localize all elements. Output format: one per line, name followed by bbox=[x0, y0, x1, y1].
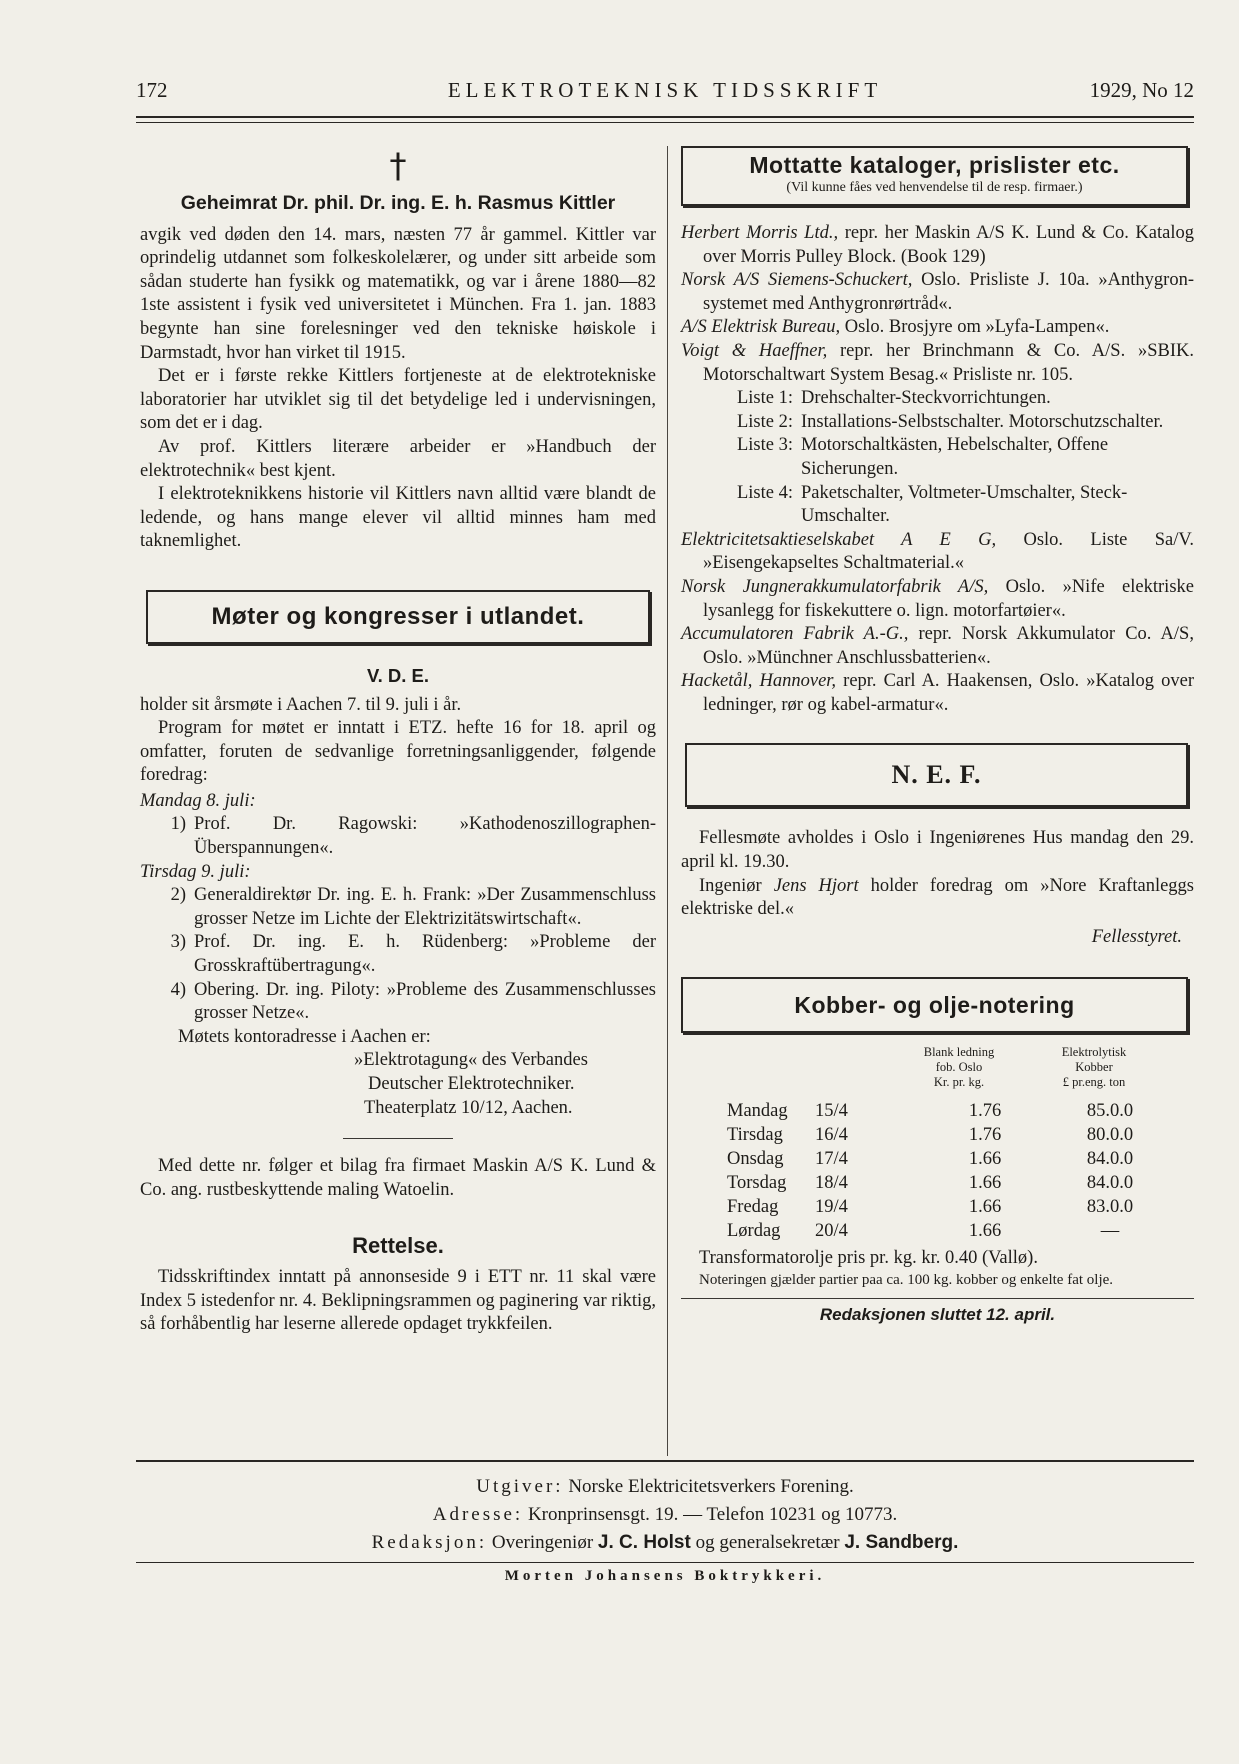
journal-title: ELEKTROTEKNISK TIDSSKRIFT bbox=[447, 78, 883, 102]
catalog-entry: Voigt & Haeffner, repr. her Brinchmann & Co. A/S. »SBIK. Motorschaltwart System Besag.« Prisliste nr. 105. bbox=[681, 340, 1194, 385]
left-column bbox=[140, 146, 656, 1337]
price-blank: 1.66 bbox=[968, 1148, 1002, 1169]
price-table-header bbox=[681, 1045, 1194, 1099]
price-elec: 84.0.0 bbox=[1086, 1172, 1134, 1193]
price-note: Noteringen gjælder partier paa ca. 100 kg. kobber og enkelte fat olje. bbox=[699, 1272, 1114, 1289]
catalogs-box-subtitle: (Vil kunne fåes ved henvendelse til de resp. firmaer.) bbox=[786, 180, 1083, 195]
day-heading: Tirsdag 9. juli: bbox=[140, 861, 251, 882]
obituary-paragraph: Det er i første rekke Kittlers fortjeneste at de elektrotekniske laboratorier har utviklet sig til det betydelige led i undervisningen, som det er i dag. bbox=[140, 366, 656, 434]
talk-item: 1) Prof. Dr. Ragowski: »Kathodenoszillographen-Überspannungen«. bbox=[170, 814, 656, 859]
column-divider bbox=[667, 146, 668, 1456]
price-date: 15/4 bbox=[815, 1100, 848, 1121]
talk-item: 3) Prof. Dr. ing. E. h. Rüdenberg: »Probleme der Grosskraftübertragung«. bbox=[170, 932, 656, 977]
price-day: Mandag bbox=[727, 1100, 788, 1121]
footer-publisher: Utgiver: Norske Elektricitetsverkers Forening. bbox=[476, 1476, 854, 1497]
price-elec: 85.0.0 bbox=[1086, 1100, 1134, 1121]
talk-item: 2) Generaldirektør Dr. ing. E. h. Frank: »Der Zusammenschluss grosser Netze im Lichte der Elektrizitätswirtschaft«. bbox=[170, 885, 656, 929]
price-date: 20/4 bbox=[815, 1220, 848, 1241]
nef-box bbox=[685, 743, 1188, 807]
nef-notice: Fellesmøte avholdes i Oslo i Ingeniørenes Hus mandag den 29. april kl. 19.30. Ingeniør Jens Hjort holder foredrag om »Nore Kraftanleggs elektriske del.« Fellesstyret. bbox=[681, 827, 1194, 949]
price-elec: — bbox=[1100, 1220, 1120, 1241]
supplement-note: Med dette nr. følger et bilag fra firmaet Maskin A/S K. Lund & Co. ang. rustbeskyttende maling Watoelin. bbox=[140, 1156, 656, 1200]
right-column bbox=[681, 146, 1194, 1327]
price-blank: 1.66 bbox=[968, 1172, 1002, 1193]
day-heading: Mandag 8. juli: bbox=[140, 790, 256, 811]
price-list-item: Liste 3: Motorschaltkästen, Hebelschalter, Offene Sicherungen. bbox=[736, 435, 1109, 479]
footer bbox=[136, 1473, 1194, 1557]
catalogs-box bbox=[681, 146, 1188, 206]
obituary-heading: Geheimrat Dr. phil. Dr. ing. E. h. Rasmus Kittler bbox=[180, 192, 616, 214]
page-number: 172 bbox=[136, 78, 168, 102]
catalog-entry: Norsk Jungnerakkumulatorfabrik A/S, Oslo. »Nife elektriske lysanlegg for fiskekuttere o. lign. motorfartøier«. bbox=[681, 576, 1194, 621]
price-day: Onsdag bbox=[727, 1148, 784, 1169]
header-rule bbox=[136, 116, 1194, 123]
org-heading: V. D. E. bbox=[366, 664, 430, 686]
price-blank: 1.76 bbox=[968, 1124, 1002, 1145]
closing-rule bbox=[681, 1298, 1194, 1299]
price-table-body bbox=[727, 1099, 1175, 1243]
office-address-label: Møtets kontoradresse i Aachen er: bbox=[178, 1026, 431, 1047]
prices-box bbox=[681, 977, 1188, 1033]
nef-box-title: N. E. F. bbox=[891, 760, 982, 790]
price-row bbox=[727, 1171, 1175, 1195]
price-row bbox=[727, 1099, 1175, 1123]
price-row bbox=[727, 1147, 1175, 1171]
obituary-paragraph: avgik ved døden den 14. mars, næsten 77 år gammel. Kittler var oprindelig utdannet som folkeskolelærer, og under sitt arbeide som sådan studerte han fysikk og matematikk, og var i årene 1880—82 1ste assistent i fysik ved universitetet i München. Fra 1. jan. 1883 begynte han sine forelesninger ved den tekniske høiskole i Darmstadt, hvor han virket til 1915. bbox=[140, 224, 656, 363]
footer-rule bbox=[136, 1460, 1194, 1464]
price-day: Torsdag bbox=[727, 1172, 787, 1193]
price-elec: 80.0.0 bbox=[1086, 1124, 1134, 1145]
printer-rule bbox=[136, 1562, 1194, 1563]
elec-column-head: Elektrolytisk Kobber £ pr.eng. ton bbox=[1061, 1045, 1127, 1090]
catalog-entry: Hacketål, Hannover, repr. Carl A. Haakensen, Oslo. »Katalog over ledninger, rør og kabel-armatur«. bbox=[681, 671, 1194, 715]
correction-title: Rettelse. bbox=[352, 1233, 444, 1259]
obituary-paragraph: Av prof. Kittlers literære arbeider er »Handbuch der elektrotechnik« best kjent. bbox=[140, 436, 656, 481]
correction-text: Tidsskriftindex inntatt på annonseside 9 i ETT nr. 11 skal være Index 5 istedenfor nr. 4. Beklipningsrammen og paginering var riktig, så forhåbentlig har leserne allerede opdaget trykkfeilen. bbox=[140, 1266, 656, 1335]
obituary-paragraph: I elektroteknikkens historie vil Kittlers navn alltid være blandt de ledende, og hans mange elever vil alltid minnes ham med taknemlighet. bbox=[140, 484, 656, 552]
cross-icon: † bbox=[389, 146, 407, 186]
blank-column-head: Blank ledning fob. Oslo Kr. pr. kg. bbox=[923, 1045, 995, 1090]
catalog-entry: Accumulatoren Fabrik A.-G., repr. Norsk Akkumulator Co. A/S, Oslo. »Münchner Anschlussbatterien«. bbox=[681, 624, 1194, 668]
price-elec: 84.0.0 bbox=[1086, 1148, 1134, 1169]
catalog-entry: A/S Elektrisk Bureau, Oslo. Brosjyre om »Lyfa-Lampen«. bbox=[681, 317, 1110, 338]
nef-signature: Fellesstyret. bbox=[1091, 926, 1182, 947]
price-blank: 1.76 bbox=[968, 1100, 1002, 1121]
price-date: 17/4 bbox=[815, 1148, 848, 1169]
price-row bbox=[727, 1123, 1175, 1147]
talk-item: 4) Obering. Dr. ing. Piloty: »Probleme des Zusammenschlusses grosser Netze«. bbox=[170, 979, 656, 1024]
price-day: Lørdag bbox=[727, 1220, 781, 1241]
price-date: 19/4 bbox=[815, 1196, 848, 1217]
price-blank: 1.66 bbox=[968, 1196, 1002, 1217]
separator-rule bbox=[343, 1138, 453, 1139]
transformer-oil-price: Transformatorolje pris pr. kg. kr. 0.40 (Vallø). bbox=[699, 1248, 1038, 1269]
price-list-item: Liste 1: Drehschalter-Steckvorrichtungen. bbox=[736, 388, 1051, 409]
printer-credit: Morten Johansens Boktrykkeri. bbox=[504, 1568, 826, 1584]
price-list-item: Liste 4: Paketschalter, Voltmeter-Umschalter, Steck-Umschalter. bbox=[736, 482, 1128, 527]
closing-note: Redaksjonen sluttet 12. april. bbox=[819, 1305, 1056, 1325]
price-row bbox=[727, 1219, 1175, 1243]
catalog-list bbox=[681, 222, 1194, 717]
price-table bbox=[727, 1099, 1175, 1243]
meeting-intro: holder sit årsmøte i Aachen 7. til 9. juli i år. bbox=[140, 694, 462, 715]
catalog-entry: Elektricitetsaktieselskabet A E G, Oslo. Liste Sa/V. »Eisengekapseltes Schaltmaterial.« bbox=[681, 529, 1194, 574]
price-day: Fredag bbox=[727, 1196, 779, 1217]
price-list-item: Liste 2: Installations-Selbstschalter. Motorschutzschalter. bbox=[736, 411, 1164, 432]
catalogs-box-title: Mottatte kataloger, prislister etc. bbox=[749, 152, 1120, 178]
meetings-box bbox=[146, 590, 650, 644]
meetings-box-title: Møter og kongresser i utlandet. bbox=[211, 602, 585, 630]
price-elec: 83.0.0 bbox=[1086, 1196, 1134, 1217]
prices-box-title: Kobber- og olje-notering bbox=[794, 992, 1075, 1019]
issue-number: 1929, No 12 bbox=[1089, 78, 1194, 102]
footer-address: Adresse: Kronprinsensgt. 19. — Telefon 10231 og 10773. bbox=[432, 1504, 898, 1525]
running-header bbox=[136, 78, 1194, 108]
price-date: 16/4 bbox=[815, 1124, 848, 1145]
footer-editors: Redaksjon: Overingeniør J. C. Holst og generalsekretær J. Sandberg. bbox=[371, 1532, 959, 1553]
price-date: 18/4 bbox=[815, 1172, 848, 1193]
catalog-entry: Norsk A/S Siemens-Schuckert, Oslo. Prisliste J. 10a. »Anthygron-systemet med Anthygronrørtråd«. bbox=[681, 270, 1194, 314]
price-day: Tirsdag bbox=[727, 1124, 783, 1145]
meeting-program: Program for møtet er inntatt i ETZ. hefte 16 for 18. april og omfatter, foruten de sedvanlige forretningsanliggender, følgende foredrag: bbox=[140, 718, 656, 786]
price-row bbox=[727, 1195, 1175, 1219]
price-blank: 1.66 bbox=[968, 1220, 1002, 1241]
catalog-entry: Herbert Morris Ltd., repr. her Maskin A/S K. Lund & Co. Katalog over Morris Pulley Block. (Book 129) bbox=[681, 223, 1194, 267]
office-address: »Elektrotagung« des Verbandes Deutscher Elektrotechniker. Theaterplatz 10/12, Aachen. bbox=[354, 1050, 588, 1118]
